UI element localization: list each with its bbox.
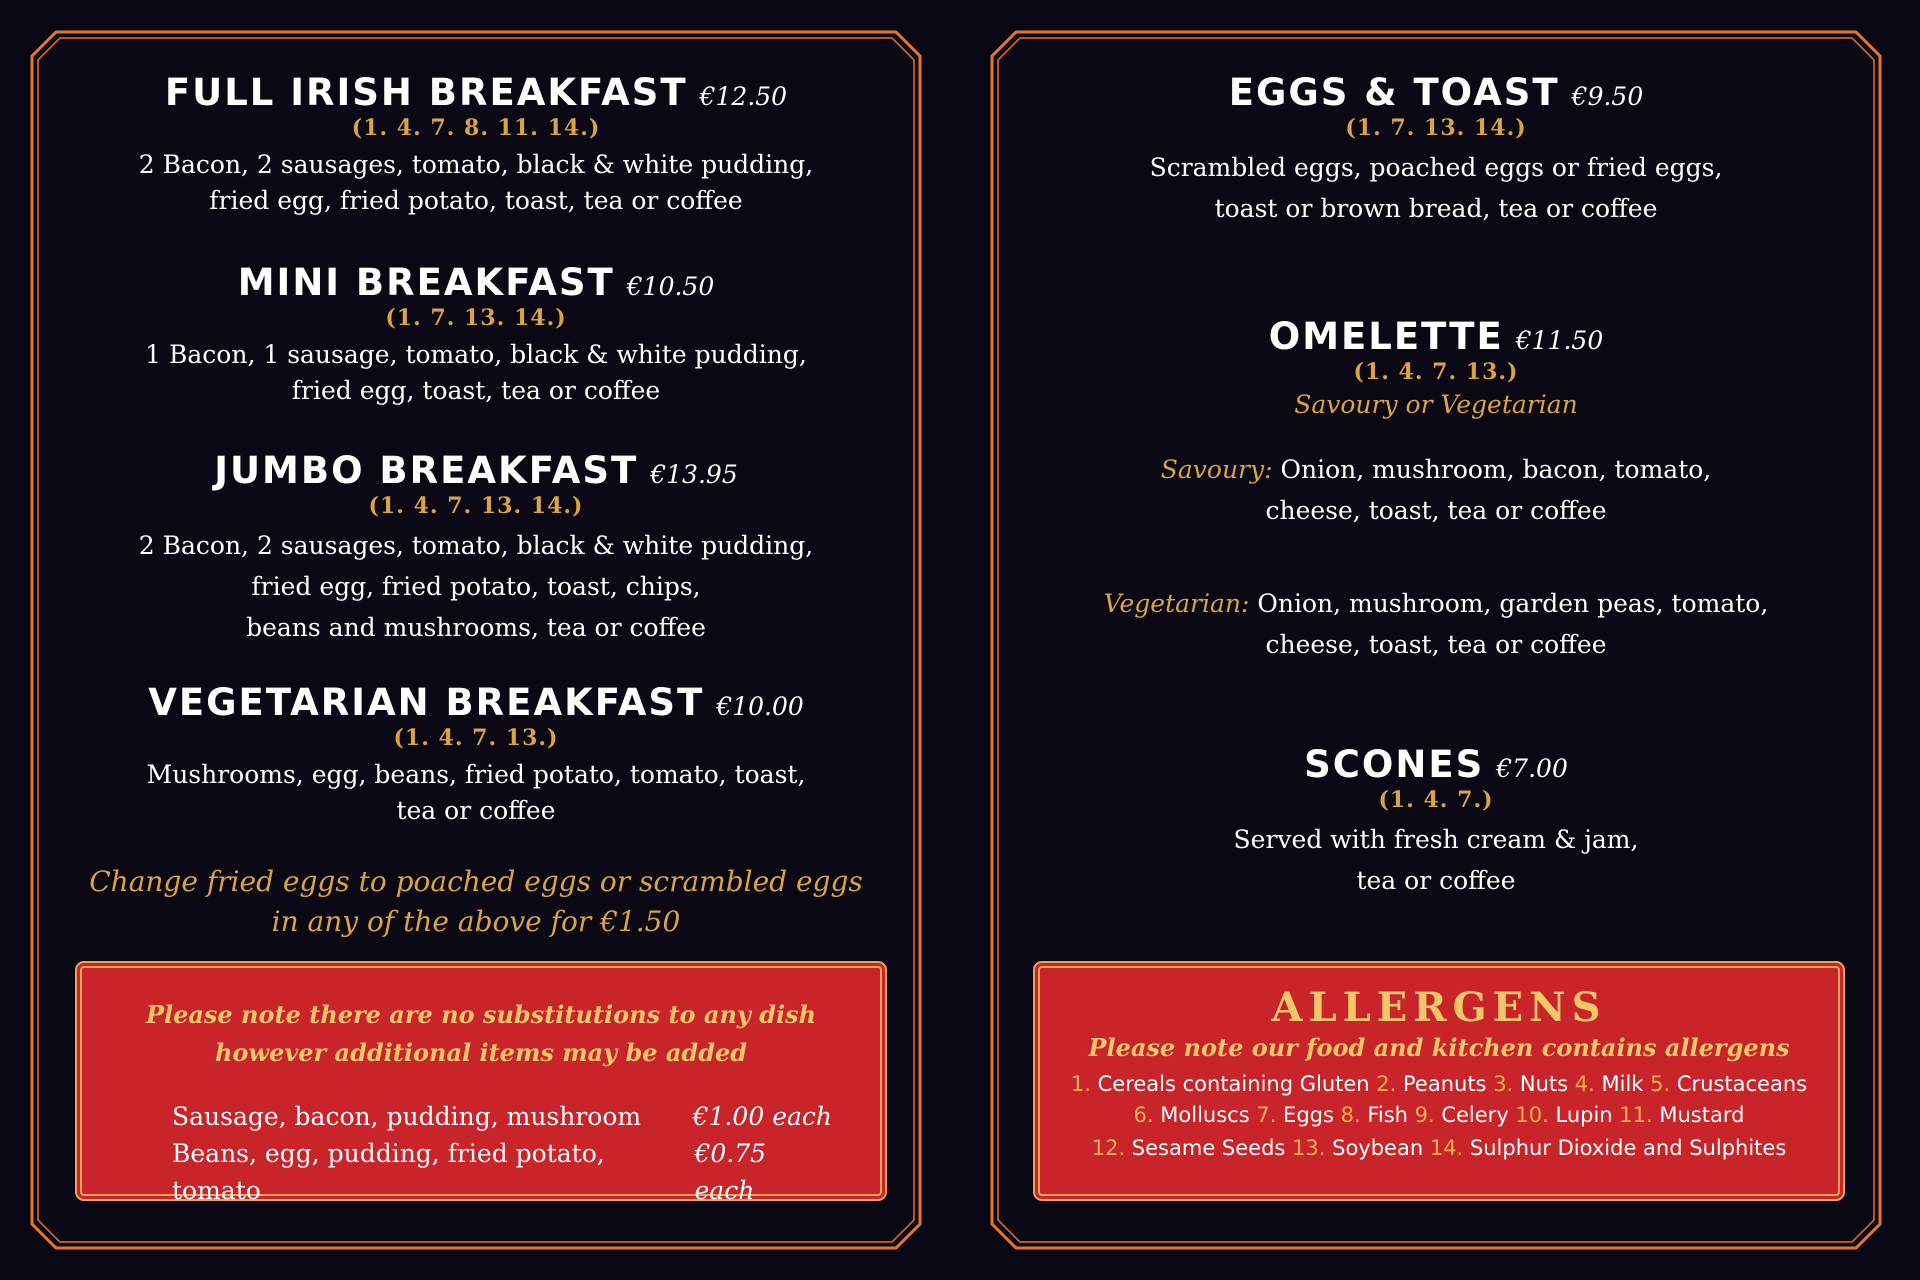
item-price: €7.00 bbox=[1496, 754, 1568, 783]
allergen-name: Cereals containing Gluten bbox=[1097, 1072, 1377, 1096]
extras-row bbox=[172, 1135, 832, 1209]
item-price: €10.00 bbox=[716, 692, 804, 721]
allergen-number: 9. bbox=[1414, 1103, 1442, 1127]
menu-item-omelette bbox=[990, 315, 1882, 665]
allergen-number: 1. bbox=[1070, 1072, 1098, 1096]
desc-line: cheese, toast, tea or coffee bbox=[1265, 496, 1607, 525]
extras-row bbox=[172, 1098, 832, 1135]
vegetarian-label: Vegetarian: bbox=[1103, 589, 1250, 618]
savoury-label: Savoury: bbox=[1160, 455, 1273, 484]
allergen-name: Sulphur Dioxide and Sulphites bbox=[1469, 1136, 1787, 1160]
right-menu-panel bbox=[990, 30, 1882, 1250]
note-line: in any of the above for €1.50 bbox=[271, 905, 681, 938]
desc-line: toast or brown bread, tea or coffee bbox=[1214, 194, 1658, 223]
item-allergen-codes: (1. 4. 7.) bbox=[1378, 787, 1494, 813]
desc-line: fried egg, toast, tea or coffee bbox=[291, 376, 661, 405]
allergen-name: Nuts bbox=[1519, 1072, 1575, 1096]
allergen-number: 7. bbox=[1256, 1103, 1284, 1127]
item-description bbox=[990, 819, 1882, 901]
item-allergen-codes: (1. 4. 7. 13.) bbox=[393, 725, 559, 751]
item-title: OMELETTE bbox=[1268, 315, 1504, 358]
omelette-vegetarian bbox=[990, 583, 1882, 665]
item-allergen-codes: (1. 7. 13. 14.) bbox=[1345, 115, 1527, 141]
note-line: Please note there are no substitutions to any dish bbox=[145, 1000, 817, 1029]
item-title: VEGETARIAN BREAKFAST bbox=[148, 681, 705, 724]
allergen-number: 8. bbox=[1340, 1103, 1368, 1127]
allergen-number: 14. bbox=[1429, 1136, 1470, 1160]
left-menu-panel bbox=[30, 30, 922, 1250]
menu-item-scones bbox=[990, 743, 1882, 901]
allergen-number: 6. bbox=[1133, 1103, 1161, 1127]
allergens-list bbox=[1040, 1069, 1838, 1164]
item-price: €10.50 bbox=[626, 272, 715, 301]
desc-line: tea or coffee bbox=[396, 796, 556, 825]
allergens-row bbox=[1040, 1100, 1838, 1131]
desc-line: fried egg, fried potato, toast, tea or coffee bbox=[209, 186, 743, 215]
item-description bbox=[30, 147, 922, 219]
item-price: €11.50 bbox=[1515, 326, 1604, 355]
extras-label: Beans, egg, pudding, fried potato, tomato bbox=[172, 1139, 605, 1205]
desc-line: Mushrooms, egg, beans, fried potato, tomato, toast, bbox=[146, 760, 806, 789]
egg-substitution-note bbox=[30, 862, 922, 942]
menu-item-mini bbox=[30, 261, 922, 409]
allergen-number: 3. bbox=[1493, 1072, 1520, 1096]
menu-item-full-irish bbox=[30, 71, 922, 219]
substitutions-note bbox=[82, 996, 880, 1072]
item-description bbox=[30, 525, 922, 648]
allergen-name: Lupin bbox=[1555, 1103, 1620, 1127]
allergen-number: 12. bbox=[1091, 1136, 1132, 1160]
menu-item-eggs-toast bbox=[990, 71, 1882, 229]
extras-list bbox=[172, 1098, 832, 1209]
allergen-number: 4. bbox=[1574, 1072, 1602, 1096]
note-line: however additional items may be added bbox=[214, 1038, 748, 1067]
extras-price: €1.00 each bbox=[692, 1102, 832, 1131]
desc-line: Onion, mushroom, bacon, tomato, bbox=[1280, 455, 1712, 484]
desc-line: Served with fresh cream & jam, bbox=[1233, 825, 1639, 854]
allergen-name: Fish bbox=[1367, 1103, 1415, 1127]
extras-price: €0.75 each bbox=[694, 1139, 767, 1205]
extras-label: Sausage, bacon, pudding, mushroom bbox=[172, 1102, 642, 1131]
allergen-name: Milk bbox=[1601, 1072, 1651, 1096]
allergen-number: 10. bbox=[1515, 1103, 1556, 1127]
desc-line: Onion, mushroom, garden peas, tomato, bbox=[1257, 589, 1769, 618]
item-title: MINI BREAKFAST bbox=[237, 261, 615, 304]
allergens-subtitle: Please note our food and kitchen contains allergens bbox=[1088, 1033, 1790, 1062]
allergens-title: ALLERGENS bbox=[1271, 984, 1607, 1031]
allergen-number: 11. bbox=[1619, 1103, 1660, 1127]
item-description bbox=[990, 147, 1882, 229]
item-allergen-codes: (1. 7. 13. 14.) bbox=[385, 305, 567, 331]
allergen-number: 2. bbox=[1376, 1072, 1403, 1096]
allergen-name: Celery bbox=[1441, 1103, 1516, 1127]
desc-line: beans and mushrooms, tea or coffee bbox=[246, 613, 706, 642]
item-title: JUMBO BREAKFAST bbox=[214, 449, 639, 492]
item-allergen-codes: (1. 4. 7. 13.) bbox=[1353, 359, 1519, 385]
item-price: €9.50 bbox=[1571, 82, 1644, 111]
item-title: FULL IRISH BREAKFAST bbox=[164, 71, 688, 114]
desc-line: 1 Bacon, 1 sausage, tomato, black & white pudding, bbox=[145, 340, 807, 369]
omelette-savoury bbox=[990, 449, 1882, 531]
substitutions-box bbox=[80, 966, 882, 1205]
menu-item-vegetarian bbox=[30, 681, 922, 829]
allergen-name: Sesame Seeds bbox=[1131, 1136, 1293, 1160]
allergen-name: Crustaceans bbox=[1676, 1072, 1808, 1096]
desc-line: cheese, toast, tea or coffee bbox=[1265, 630, 1607, 659]
item-description bbox=[30, 757, 922, 829]
allergen-number: 5. bbox=[1650, 1072, 1677, 1096]
allergens-row bbox=[1040, 1133, 1838, 1164]
allergen-name: Eggs bbox=[1283, 1103, 1341, 1127]
allergen-name: Molluscs bbox=[1160, 1103, 1257, 1127]
desc-line: Scrambled eggs, poached eggs or fried eggs, bbox=[1149, 153, 1723, 182]
desc-line: 2 Bacon, 2 sausages, tomato, black & white pudding, bbox=[138, 150, 814, 179]
desc-line: tea or coffee bbox=[1356, 866, 1516, 895]
item-allergen-codes: (1. 4. 7. 8. 11. 14.) bbox=[351, 115, 601, 141]
item-title: EGGS & TOAST bbox=[1228, 71, 1560, 114]
allergen-name: Soybean bbox=[1332, 1136, 1430, 1160]
item-description bbox=[30, 337, 922, 409]
allergen-name: Peanuts bbox=[1403, 1072, 1494, 1096]
item-price: €13.95 bbox=[650, 460, 738, 489]
item-price: €12.50 bbox=[699, 82, 788, 111]
note-line: Change fried eggs to poached eggs or scrambled eggs bbox=[89, 865, 863, 898]
allergen-number: 13. bbox=[1292, 1136, 1333, 1160]
item-title: SCONES bbox=[1304, 743, 1485, 786]
desc-line: fried egg, fried potato, toast, chips, bbox=[251, 572, 701, 601]
allergen-name: Mustard bbox=[1659, 1103, 1745, 1127]
allergens-row bbox=[1040, 1069, 1838, 1100]
omelette-subtitle: Savoury or Vegetarian bbox=[1294, 390, 1578, 419]
item-allergen-codes: (1. 4. 7. 13. 14.) bbox=[368, 493, 584, 519]
allergens-box bbox=[1038, 966, 1840, 1196]
desc-line: 2 Bacon, 2 sausages, tomato, black & white pudding, bbox=[138, 531, 814, 560]
menu-item-jumbo bbox=[30, 449, 922, 648]
